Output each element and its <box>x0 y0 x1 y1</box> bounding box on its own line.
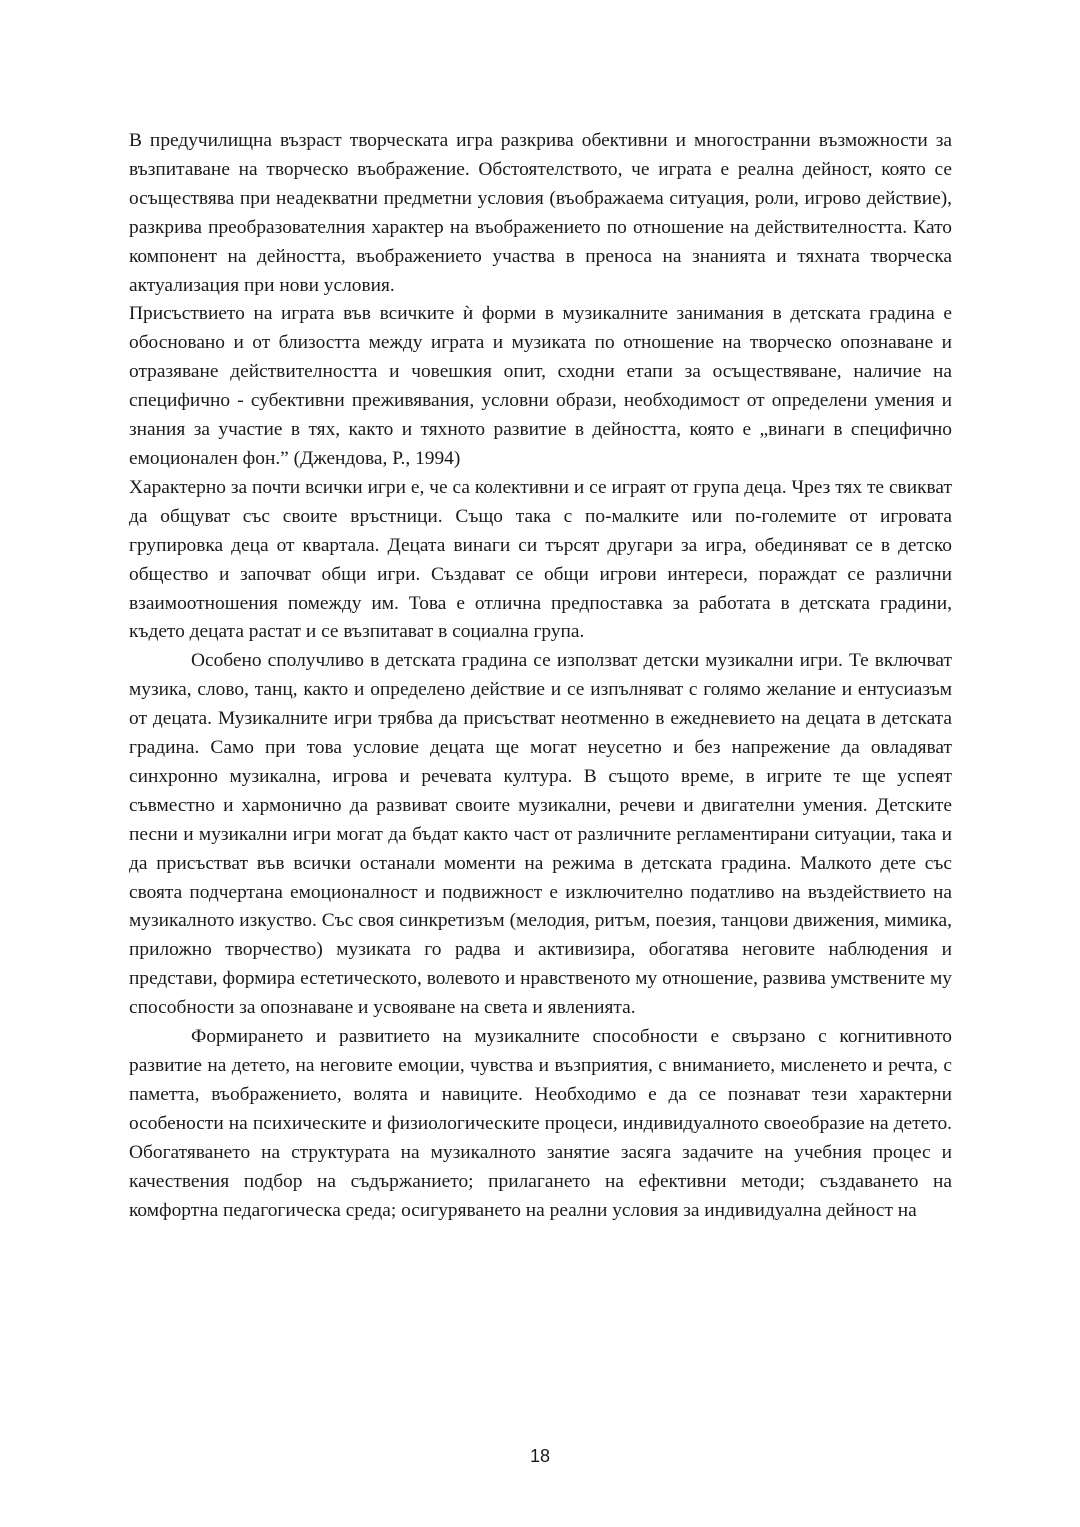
paragraph-1: В предучилищна възраст творческата игра разкрива обективни и многостранни възможности за възпитаване на творческо въображение. Обстоятелството, че играта е реална дейност, която се осъществява при неадекватни предметни условия (въображаема ситуация, роли, игрово действие), разкрива преобразователния характер на въображението по отношение на действителността. Като компонент на дейността, въображението участва в преноса на знанията и тяхната творческа актуализация при нови условия. <box>129 130 952 296</box>
paragraph-2: Присъствието на играта във всичките ѝ форми в музикалните занимания в детската градина е обосновано и от близостта между играта и музиката по отношение на творческо опознаване и отразяване действителността и човешкия опит, сходни етапи за осъществяване, наличие на специфично - субективни преживявания, условни образи, необходимост от определени умения и знания за участие в тях, както и тяхното развитие в дейността, която е „винаги в специфично емоционален фон.” (Джендова, Р., 1994) <box>129 303 952 469</box>
paragraph-3: Характерно за почти всички игри е, че са колективни и се играят от група деца. Чрез тях те свикват да общуват със своите връстници. Също така с по-малките или по-големите от игровата групировка деца от квартала. Децата винаги си търсят другари за игра, обединяват се в детско общество и започват общи игри. Създават се общи игрови интереси, пораждат се различни взаимоотношения помежду им. Това е отлична предпоставка за работата в детската градини, където децата растат и се възпитават в социална група. <box>129 476 952 643</box>
paragraph-5: Формирането и развитието на музикалните способности е свързано с когнитивното развитие на детето, на неговите емоции, чувства и възприятия, с вниманието, мисленето и речта, с паметта, въображението, волята и навиците. Необходимо е да се познават тези характерни особености на психическите и физиологическите процеси, индивидуалното своеобразие на детето. Обогатяването на структурата на музикалното занятие засяга задачите на учебния процес и качествения подбор на съдържанието; прилагането на ефективни методи; създаването на комфортна педагогическа среда; осигуряването на реални условия за индивидуална дейност на <box>129 1026 952 1221</box>
paragraph-4: Особено сполучливо в детската градина се използват детски музикални игри. Те включват музика, слово, танц, както и определено действие и се изпълняват с голямо желание и ентусиазъм от децата. Музикалните игри трябва да присъстват неотменно в ежедневието на децата в детската градина. Само при това условие децата ще могат неусетно и без напрежение да овладяват синхронно музикална, игрова и речевата култура. В същото време, в игрите те ще успеят съвместно и хармонично да развиват своите музикални, речеви и двигателни умения. Детските песни и музикални игри могат да бъдат както част от различните регламентирани ситуации, така и да присъстват във всички останали моменти на режима в детската градина. Малкото дете със своята подчертана емоционалност и подвижност е изключително податливо на въздействието на музикалното изкуство. Със своя синкретизъм (мелодия, ритъм, поезия, танцови движения, мимика, приложно творчество) музиката го радва и активизира, обогатява неговите наблюдения и представи, формира естетическото, волевото и нравственото му отношение, развива умствените му способности за опознаване и усвояване на света и явленията. <box>129 650 952 1019</box>
body-text <box>129 127 952 1225</box>
page-number: 18 <box>529 1446 551 1466</box>
